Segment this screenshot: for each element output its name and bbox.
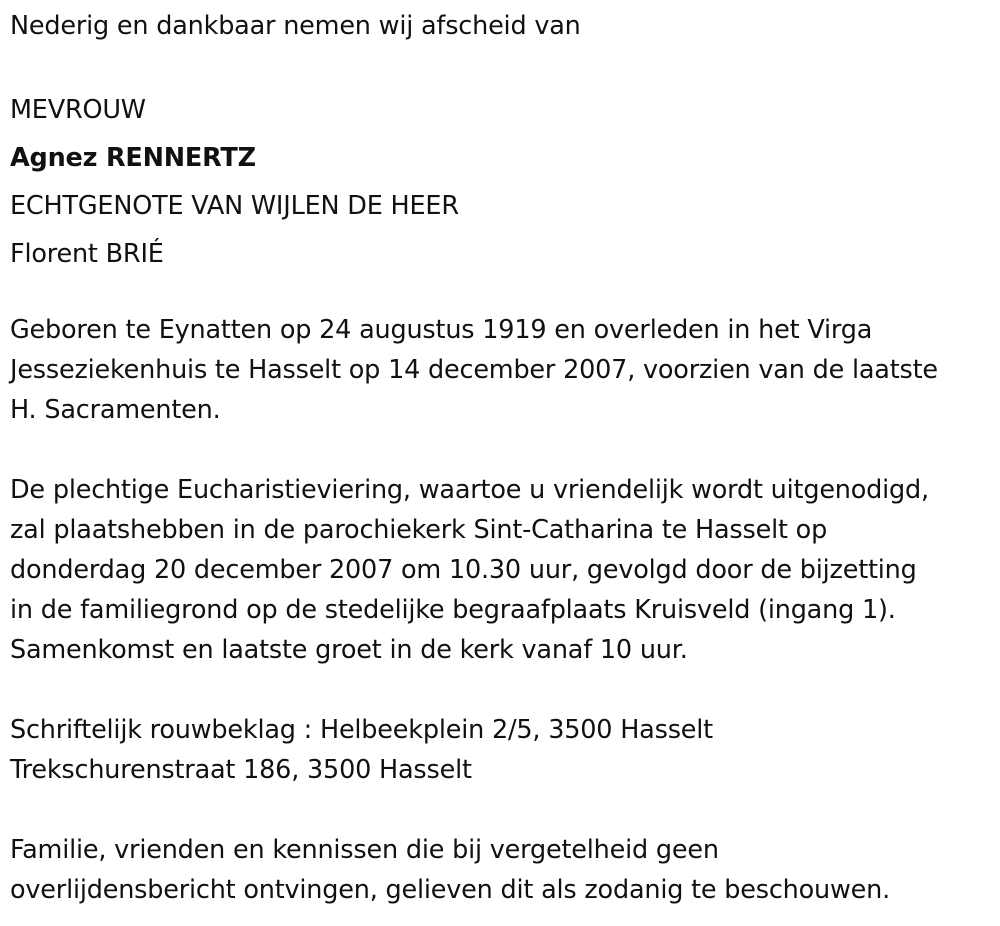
deceased-name: Agnez RENNERTZ xyxy=(10,143,256,173)
obituary-notice xyxy=(10,6,995,910)
paragraph-line: Geboren te Eynatten op 24 augustus 1919 en overleden in het Virga xyxy=(10,315,873,345)
spacer xyxy=(10,46,995,86)
spacer xyxy=(10,790,995,830)
birth-death-paragraph xyxy=(10,310,995,430)
spacer xyxy=(10,430,995,470)
relation-text: ECHTGENOTE VAN WIJLEN DE HEER xyxy=(10,191,459,221)
paragraph-line: Samenkomst en laatste groet in de kerk vanaf 10 uur. xyxy=(10,635,688,665)
paragraph-line: overlijdensbericht ontvingen, gelieven dit als zodanig te beschouwen. xyxy=(10,875,891,905)
spacer xyxy=(10,278,995,310)
paragraph-line: Schriftelijk rouwbeklag : Helbeekplein 2/5, 3500 Hasselt xyxy=(10,715,713,745)
paragraph-line: Trekschurenstraat 186, 3500 Hasselt xyxy=(10,755,472,785)
paragraph-line: De plechtige Eucharistieviering, waartoe u vriendelijk wordt uitgenodigd, xyxy=(10,475,929,505)
honorific-title: MEVROUW xyxy=(10,95,146,125)
spouse-name: Florent BRIÉ xyxy=(10,239,164,269)
paragraph-line: donderdag 20 december 2007 om 10.30 uur, gevolgd door de bijzetting xyxy=(10,555,917,585)
intro-text: Nederig en dankbaar nemen wij afscheid van xyxy=(10,11,581,41)
paragraph-line: H. Sacramenten. xyxy=(10,395,221,425)
closing-paragraph xyxy=(10,830,995,910)
spacer xyxy=(10,670,995,710)
ceremony-paragraph xyxy=(10,470,995,670)
paragraph-line: in de familiegrond op de stedelijke begraafplaats Kruisveld (ingang 1). xyxy=(10,595,896,625)
paragraph-line: Familie, vrienden en kennissen die bij vergetelheid geen xyxy=(10,835,719,865)
paragraph-line: zal plaatshebben in de parochiekerk Sint-Catharina te Hasselt op xyxy=(10,515,828,545)
paragraph-line: Jesseziekenhuis te Hasselt op 14 december 2007, voorzien van de laatste xyxy=(10,355,938,385)
condolences-paragraph xyxy=(10,710,995,790)
